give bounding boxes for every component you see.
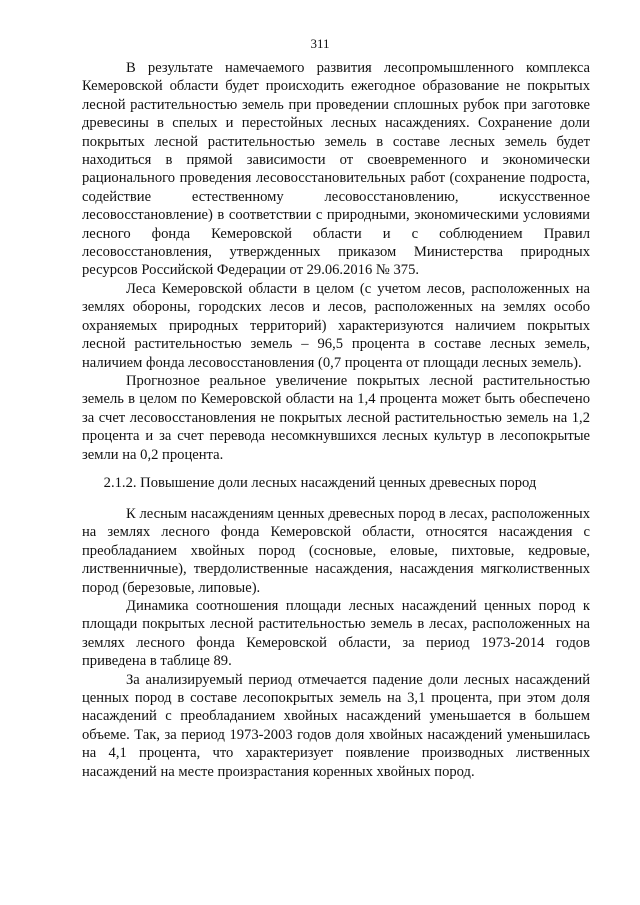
paragraph: В результате намечаемого развития лесопромышленного комплекса Кемеровской области будет происходить ежегодное образование не покрытых лесной растительностью земель при проведении сплошных рубок при заготовке древесины в спелых и перестойных лесных насаждениях. Сохранение доли покрытых лесной растительностью земель в составе лесных земель будет находиться в прямой зависимости от своевременного и экономически рационального проведения лесовосстановительных работ (сохранение подроста, содействие естественному лесовосстановлению, искусственное лесовосстановление) в соответствии с природными, экономическими условиями лесного фонда Кемеровской области и с соблюдением Правил лесовосстановления, утвержденных приказом Министерства природных ресурсов Российской Федерации от 29.06.2016 № 375. (82, 60, 590, 279)
paragraph: К лесным насаждениям ценных древесных пород в лесах, расположенных на землях лесного фонда Кемеровской области, относятся насаждения с преобладанием хвойных пород (сосновые, еловые, пихтовые, кедровые, лиственничные), твердолиственные насаждения, насаждения мягколиственных пород (березовые, липовые). (82, 506, 590, 596)
paragraph: Леса Кемеровской области в целом (с учетом лесов, расположенных на землях обороны, городских лесов и лесов, расположенных на землях особо охраняемых природных территорий) характеризуются наличием покрытых лесной растительностью земель – 96,5 процента в составе лесных земель, наличием фонда лесовосстановления (0,7 процента от площади лесных земель). (82, 280, 590, 371)
paragraph: За анализируемый период отмечается падение доли лесных насаждений ценных пород в составе лесопокрытых земель на 3,1 процента, при этом доля насаждений с преобладанием хвойных насаждений уменьшается в большем объеме. Так, за период 1973-2003 годов доля хвойных насаждений уменьшилась на 4,1 процента, что характеризует появление производных лиственных насаждений на месте произрастания коренных хвойных пород. (82, 671, 590, 780)
paragraph: Прогнозное реальное увеличение покрытых лесной растительностью земель в целом по Кемеровской области на 1,4 процента может быть обеспечено за счет лесовосстановления не покрытых лесной растительностью земель на 1,2 процента и за счет перевода несомкнувшихся лесных культур в лесопокрытые земли на 0,2 процента. (82, 372, 590, 463)
section-2-text (82, 505, 590, 781)
paragraph: Динамика соотношения площади лесных насаждений ценных пород к площади покрытых лесной растительностью земель в лесах, расположенных на землях лесного фонда Кемеровской области, за период 1973-2014 годов приведена в таблице 89. (82, 598, 590, 670)
section-heading: 2.1.2. Повышение доли лесных насаждений ценных древесных пород (103, 475, 537, 491)
section-1-text (82, 59, 590, 464)
page-number: 311 (310, 36, 330, 51)
